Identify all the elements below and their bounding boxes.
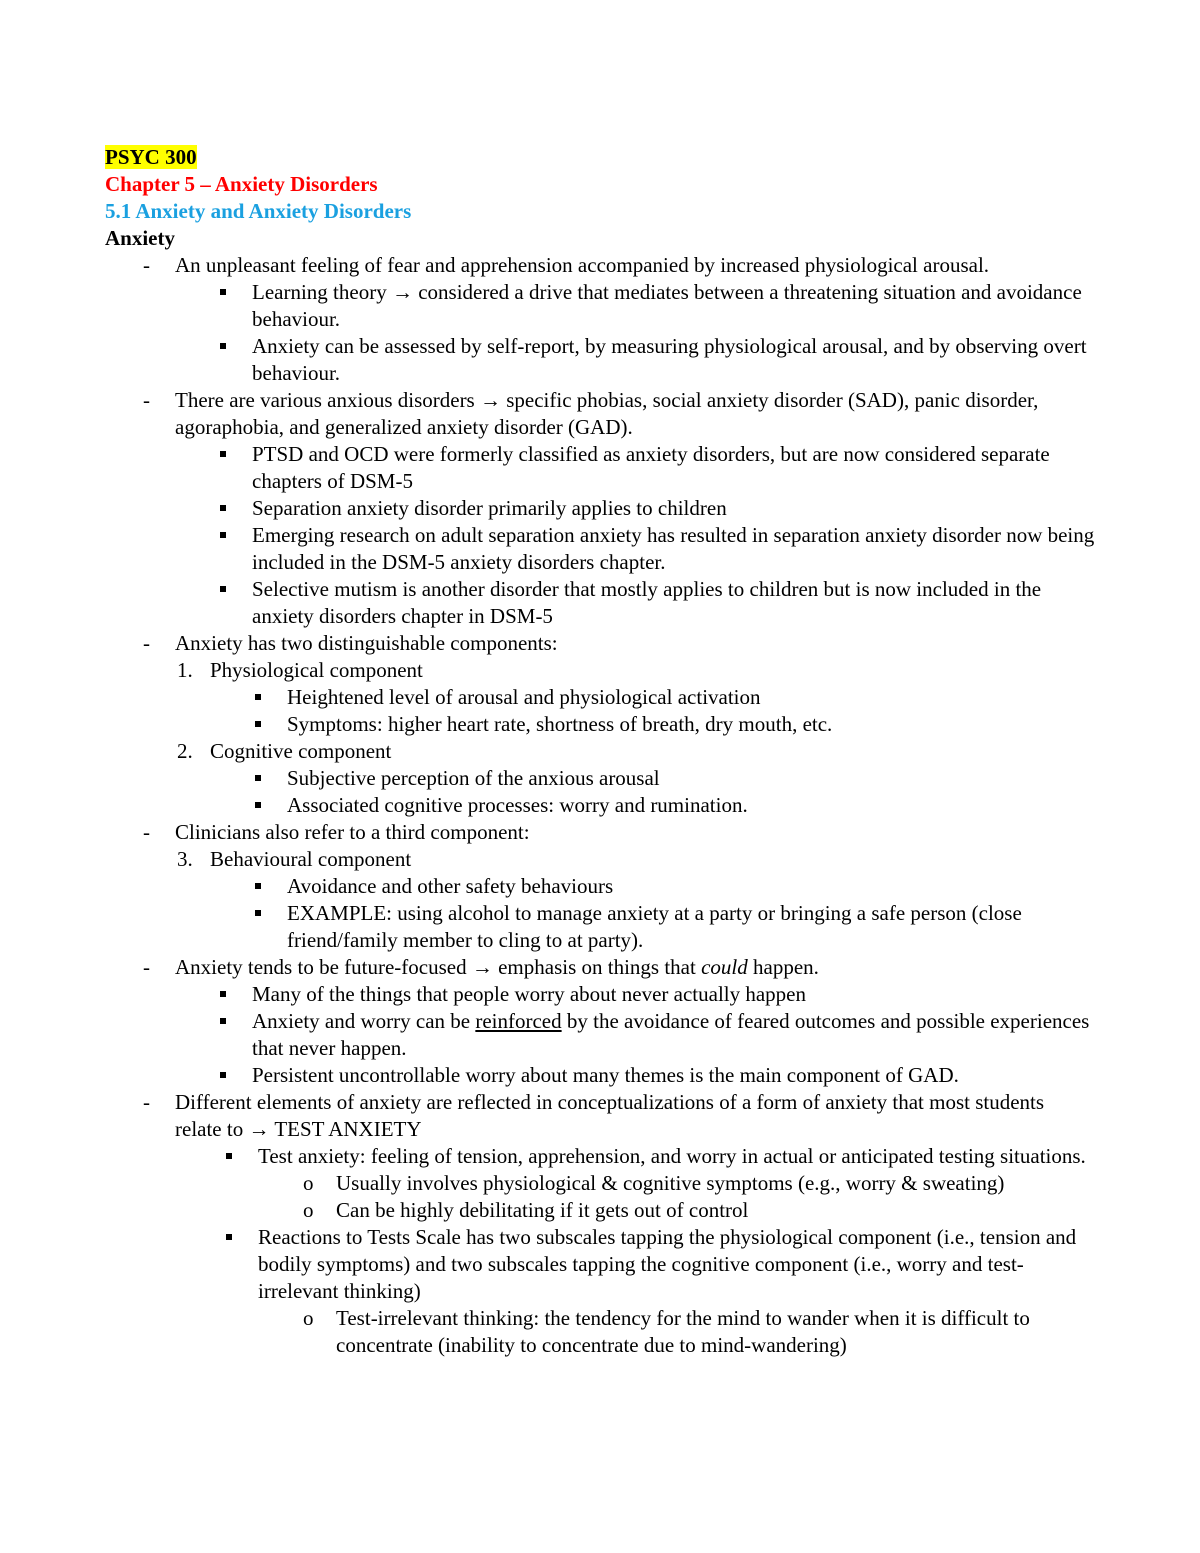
list-item: Anxiety and worry can be reinforced by the avoidance of feared outcomes and possible experiences that never happen. — [105, 1008, 1092, 1062]
circle-bullet: o — [303, 1198, 314, 1222]
square-bullet — [220, 1072, 226, 1078]
square-bullet — [255, 694, 261, 700]
heading-anxiety: Anxiety — [105, 226, 175, 250]
dash-marker: - — [143, 1090, 150, 1114]
list-item: Associated cognitive processes: worry and rumination. — [105, 792, 1105, 819]
chapter-title: Chapter 5 – Anxiety Disorders — [105, 172, 378, 196]
list-item: o Test-irrelevant thinking: the tendency for the mind to wander when it is difficult to concentrate (inability to concentrate due to mind-wandering) — [303, 1306, 1030, 1357]
square-bullet — [226, 1234, 232, 1240]
number-marker: 1. — [177, 658, 193, 682]
square-bullet — [220, 343, 226, 349]
square-bullet — [255, 802, 261, 808]
notes-content — [105, 144, 1105, 1359]
dash-marker: - — [143, 955, 150, 979]
square-bullet — [255, 883, 261, 889]
list-item: Test anxiety: feeling of tension, apprehension, and worry in actual or anticipated testing situations. — [105, 1143, 1088, 1170]
circle-bullet: o — [303, 1306, 314, 1330]
list-item: 1. Physiological component — [177, 658, 423, 682]
list-item: - Anxiety has two distinguishable components: — [143, 631, 558, 655]
list-item — [105, 252, 1105, 279]
list-item: o Can be highly debilitating if it gets out of control — [303, 1198, 749, 1222]
list-item: Subjective perception of the anxious arousal — [105, 765, 1105, 792]
list-item: Avoidance and other safety behaviours — [105, 873, 1105, 900]
square-bullet — [220, 1018, 226, 1024]
number-marker: 3. — [177, 847, 193, 871]
circle-bullet: o — [303, 1171, 314, 1195]
list-item: - Different elements of anxiety are reflected in conceptualizations of a form of anxiety that most students relate to → TEST ANXIETY — [143, 1090, 1045, 1141]
arrow-icon: → — [479, 388, 501, 412]
arrow-icon: → — [471, 955, 493, 979]
list-item: - Clinicians also refer to a third component: — [143, 820, 530, 844]
arrow-icon: → — [391, 280, 413, 304]
arrow-icon: → — [248, 1117, 270, 1141]
course-code: PSYC 300 — [105, 145, 197, 169]
list-item: Separation anxiety disorder primarily applies to children — [105, 495, 1102, 522]
course-title — [105, 144, 1105, 171]
list-item: 3. Behavioural component — [177, 847, 412, 871]
list-item: Learning theory → considered a drive that mediates between a threatening situation and avoidance behaviour. — [105, 279, 1092, 333]
list-item: - There are various anxious disorders → specific phobias, social anxiety disorder (SAD), panic disorder, agoraphobia, and generalized anxiety disorder (GAD). — [143, 388, 1039, 439]
dash-marker: - — [143, 388, 150, 412]
square-bullet — [255, 721, 261, 727]
list-item: Reactions to Tests Scale has two subscales tapping the physiological component (i.e., tension and bodily symptoms) and two subscales tapping the cognitive component (i.e., worry and test-irrelevant thinking) — [105, 1224, 1088, 1305]
list-item: Selective mutism is another disorder that mostly applies to children but is now included in the anxiety disorders chapter in DSM-5 — [105, 576, 1087, 630]
dash-marker: - — [143, 820, 150, 844]
list-item: o Usually involves physiological & cognitive symptoms (e.g., worry & sweating) — [303, 1171, 1005, 1195]
square-bullet — [226, 1153, 232, 1159]
list-item: 2. Cognitive component — [177, 739, 392, 763]
list-item: Symptoms: higher heart rate, shortness of breath, dry mouth, etc. — [105, 711, 1105, 738]
square-bullet — [220, 289, 226, 295]
section-title: 5.1 Anxiety and Anxiety Disorders — [105, 199, 412, 223]
number-marker: 2. — [177, 739, 193, 763]
square-bullet — [220, 586, 226, 592]
square-bullet — [220, 532, 226, 538]
dash-marker: - — [143, 253, 150, 277]
square-bullet — [220, 991, 226, 997]
dash-marker: - — [143, 631, 150, 655]
list-item: Persistent uncontrollable worry about many themes is the main component of GAD. — [105, 1062, 1105, 1089]
list-item: Many of the things that people worry about never actually happen — [105, 981, 1105, 1008]
list-item: - Anxiety tends to be future-focused → emphasis on things that could happen. — [143, 955, 819, 979]
square-bullet — [255, 775, 261, 781]
list-item: Heightened level of arousal and physiological activation — [105, 684, 1105, 711]
square-bullet — [220, 451, 226, 457]
square-bullet — [220, 505, 226, 511]
list-item: Anxiety can be assessed by self-report, by measuring physiological arousal, and by observing overt behaviour. — [105, 333, 1092, 387]
list-item: EXAMPLE: using alcohol to manage anxiety at a party or bringing a safe person (close friend/family member to cling to at party). — [105, 900, 1087, 954]
item-text: An unpleasant feeling of fear and apprehension accompanied by increased physiological arousal. — [175, 253, 990, 277]
list-item: Emerging research on adult separation anxiety has resulted in separation anxiety disorder now being included in the DSM-5 anxiety disorders chapter. — [105, 522, 1102, 576]
list-item: PTSD and OCD were formerly classified as anxiety disorders, but are now considered separate chapters of DSM-5 — [105, 441, 1087, 495]
square-bullet — [255, 910, 261, 916]
